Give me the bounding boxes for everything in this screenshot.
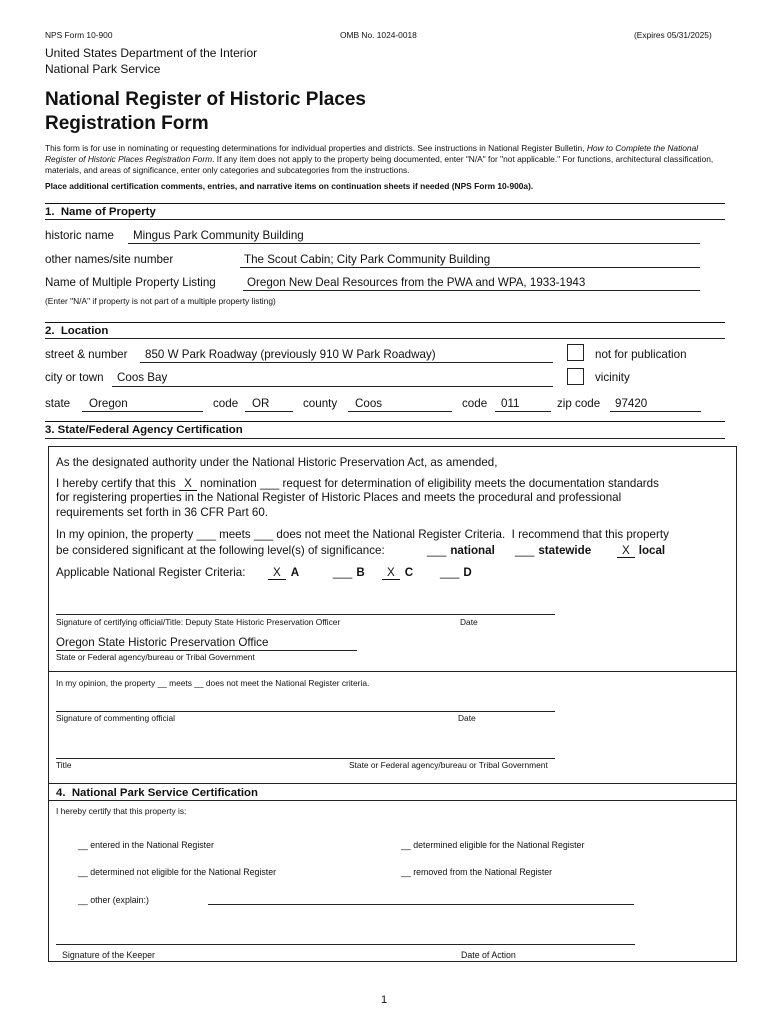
county-label: county — [303, 397, 338, 410]
commenting-opinion: In my opinion, the property __ meets __ does not meet the National Register criteria. — [56, 678, 370, 688]
option-other: __ other (explain:) — [78, 895, 149, 905]
instructions-text-cont: . If any item does not apply to the property being documented, enter "N/A" for "not applicable." For functions, architectural classification, materials, and areas of significance, enter only categories and subcategories from the instructions. — [45, 154, 714, 175]
other-names-label: other names/site number — [45, 253, 174, 266]
field-underline — [243, 290, 700, 291]
certify-text: I hereby certify that this — [56, 477, 180, 490]
certify-statement — [56, 477, 659, 491]
opinion-text: meets — [215, 528, 254, 541]
criterion-letter: B — [356, 566, 365, 579]
criterion-letter: A — [290, 566, 300, 579]
not-for-publication-label: not for publication — [595, 348, 687, 361]
city-field: Coos Bay — [117, 371, 168, 384]
level-label: statewide — [538, 544, 592, 557]
opinion-text: does not meet the National Register Criteria. I recommend that this property — [273, 528, 669, 541]
option-removed: __ removed from the National Register — [401, 867, 553, 877]
criterion-d — [440, 566, 472, 580]
option-determined-eligible: __ determined eligible for the National Register — [401, 840, 585, 850]
level-mark: X — [617, 545, 635, 558]
state-code-field: OR — [252, 397, 270, 410]
certification-box — [48, 446, 737, 962]
street-field: 850 W Park Roadway (previously 910 W Park Roadway) — [145, 348, 436, 361]
historic-name-label: historic name — [45, 229, 114, 242]
section-divider — [45, 438, 725, 439]
instructions-text: This form is for use in nominating or requesting determinations for individual properties and districts. See instructions in National Register Bulletin, — [45, 143, 587, 153]
field-underline — [495, 411, 551, 412]
vicinity-label: vicinity — [595, 371, 630, 384]
certifying-agency-label: State or Federal agency/bureau or Tribal Government — [56, 652, 255, 662]
keeper-certify-intro: I hereby certify that this property is: — [56, 806, 187, 816]
request-mark: ___ — [259, 477, 280, 490]
section4-heading: 4. National Park Service Certification — [56, 787, 258, 799]
instructions-paragraph — [45, 143, 727, 176]
section-divider — [45, 219, 725, 220]
meets-mark: ___ — [196, 528, 216, 541]
state-label: state — [45, 397, 71, 410]
certify-statement-line2: for registering properties in the National Register of Historic Places and meets the procedural and professional — [56, 491, 622, 504]
commenting-title-label: Title — [56, 760, 72, 770]
explain-line — [208, 904, 634, 905]
field-underline — [56, 650, 357, 651]
significance-level-label: be considered significant at the following level(s) of significance: — [56, 544, 385, 557]
field-underline — [82, 411, 203, 412]
vicinity-checkbox[interactable] — [567, 368, 584, 385]
service-name: National Park Service — [45, 62, 161, 76]
opinion-text: In my opinion, the property — [56, 528, 197, 541]
county-code-label: code — [462, 397, 488, 410]
level-label: local — [638, 544, 666, 557]
section2-heading: 2. Location — [45, 325, 109, 337]
street-label: street & number — [45, 348, 128, 361]
bulletin-title: How to Complete the National Register of Historic Places Registration Form — [45, 143, 699, 164]
commenting-agency-label: State or Federal agency/bureau or Tribal Government — [349, 760, 548, 770]
omb-number: OMB No. 1024-0018 — [340, 30, 417, 40]
certify-statement-line3: requirements set forth in 36 CFR Part 60. — [56, 506, 268, 519]
signature-line — [56, 944, 635, 945]
historic-name-field: Mingus Park Community Building — [133, 229, 304, 242]
multiple-listing-note: (Enter "N/A" if property is not part of a multiple property listing) — [45, 296, 276, 306]
field-underline — [240, 267, 700, 268]
other-names-field: The Scout Cabin; City Park Community Building — [244, 253, 491, 266]
field-underline — [348, 411, 452, 412]
expiration-date: (Expires 05/31/2025) — [634, 30, 712, 40]
continuation-note: Place additional certification comments, entries, and narrative items on continuation sheets if needed (NPS Form 10-900a). — [45, 181, 534, 191]
form-title-line2: Registration Form — [45, 113, 209, 134]
authority-statement: As the designated authority under the National Historic Preservation Act, as amended, — [56, 456, 498, 469]
section1-heading: 1. Name of Property — [45, 206, 156, 218]
field-underline — [140, 362, 553, 363]
box-divider — [48, 783, 737, 784]
criterion-b — [333, 566, 365, 580]
level-mark: ___ — [427, 544, 447, 557]
certifying-agency-field: Oregon State Historic Preservation Office — [56, 636, 269, 649]
section-divider — [45, 338, 725, 339]
level-mark: ___ — [515, 544, 535, 557]
multiple-listing-label: Name of Multiple Property Listing — [45, 276, 216, 289]
department-name: United States Department of the Interior — [45, 46, 258, 60]
state-code-label: code — [213, 397, 239, 410]
not-for-publication-checkbox[interactable] — [567, 344, 584, 361]
signature-line — [56, 758, 555, 759]
level-local — [617, 544, 665, 558]
field-underline — [128, 243, 700, 244]
level-label: national — [450, 544, 495, 557]
criteria-label: Applicable National Register Criteria: — [56, 566, 246, 579]
signature-line — [56, 614, 555, 615]
criterion-mark: X — [382, 567, 400, 580]
option-entered: __ entered in the National Register — [78, 840, 214, 850]
criterion-mark: ___ — [440, 566, 460, 579]
field-underline — [610, 411, 701, 412]
level-national — [427, 544, 495, 558]
criterion-c — [382, 566, 413, 580]
city-label: city or town — [45, 371, 104, 384]
option-determined-not-eligible: __ determined not eligible for the National Register — [78, 867, 277, 877]
zip-field: 97420 — [615, 397, 648, 410]
criterion-mark: X — [268, 567, 286, 580]
action-date-label: Date of Action — [461, 950, 516, 960]
form-number: NPS Form 10-900 — [45, 30, 113, 40]
criterion-letter: C — [404, 566, 414, 579]
multiple-listing-field: Oregon New Deal Resources from the PWA and WPA, 1933-1943 — [247, 276, 586, 289]
level-statewide — [515, 544, 591, 558]
nomination-mark: X — [179, 478, 197, 491]
section3-heading: 3. State/Federal Agency Certification — [45, 424, 243, 436]
certify-text: request for determination of eligibility meets the documentation standards — [279, 477, 659, 490]
section-divider — [45, 421, 725, 422]
county-code-field: 011 — [501, 397, 520, 410]
section-divider — [48, 800, 737, 801]
not-meets-mark: ___ — [253, 528, 274, 541]
opinion-statement — [56, 528, 669, 542]
criterion-a — [268, 566, 299, 580]
box-divider — [48, 671, 737, 672]
form-title-line1: National Register of Historic Places — [45, 89, 366, 110]
state-field: Oregon — [89, 397, 128, 410]
commenting-signature-label: Signature of commenting official — [56, 713, 176, 723]
section-divider — [45, 322, 725, 323]
signature-line — [56, 711, 555, 712]
field-underline — [112, 386, 553, 387]
keeper-signature-label: Signature of the Keeper — [62, 950, 155, 960]
certify-text: nomination — [196, 477, 260, 490]
section-divider — [45, 203, 725, 204]
commenting-date-label: Date — [458, 713, 476, 723]
field-underline — [245, 411, 293, 412]
certifying-signature-label: Signature of certifying official/Title: Deputy State Historic Preservation Officer — [56, 617, 341, 627]
criterion-letter: D — [463, 566, 472, 579]
county-field: Coos — [355, 397, 383, 410]
page-number: 1 — [381, 994, 388, 1006]
criterion-mark: ___ — [333, 566, 353, 579]
zip-label: zip code — [557, 397, 601, 410]
certifying-date-label: Date — [460, 617, 478, 627]
